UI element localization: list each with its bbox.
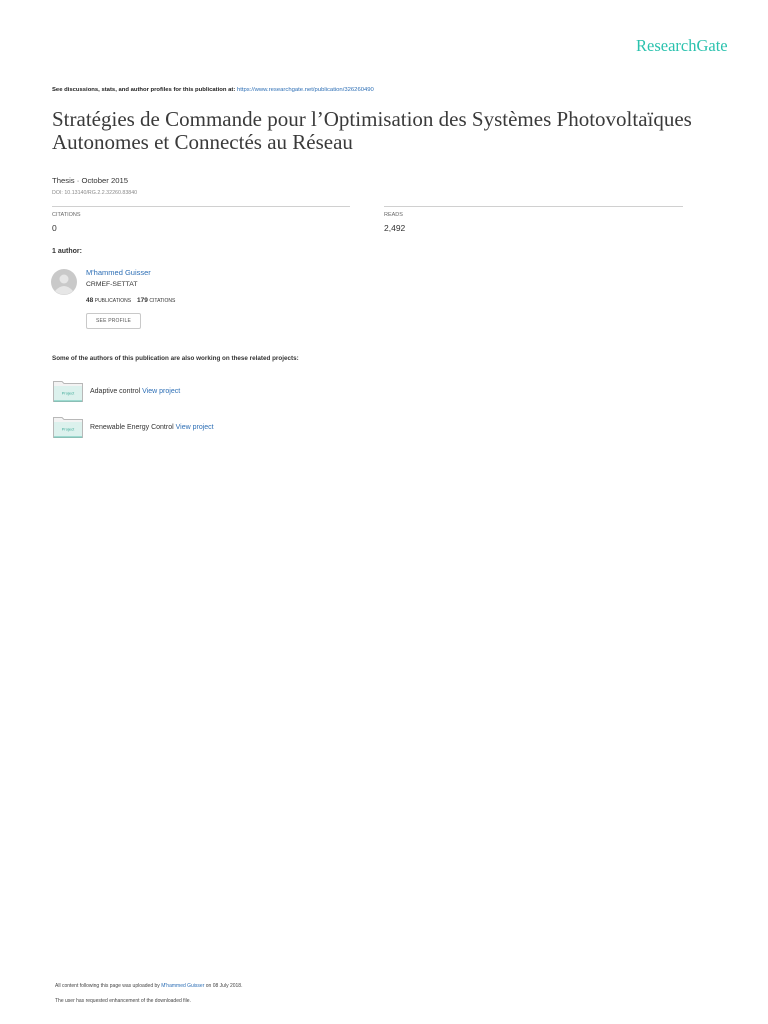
upload-note — [55, 984, 242, 989]
project-icon-label: Project — [61, 390, 75, 396]
researchgate-logo[interactable]: ResearchGate — [636, 36, 728, 55]
citations-value: 0 — [52, 223, 57, 233]
project-name: Adaptive control — [90, 387, 141, 395]
upload-note-prefix: All content following this page was uploaded by — [55, 982, 160, 989]
folder-icon — [53, 416, 83, 438]
person-silhouette-icon — [51, 269, 77, 295]
reads-divider — [384, 206, 683, 207]
author-avatar[interactable] — [51, 269, 77, 295]
reads-value: 2,492 — [384, 223, 406, 233]
publication-title-line-1: Stratégies de Commande pour l’Optimisation des Systèmes Photovoltaïques — [52, 107, 692, 131]
view-project-link[interactable]: View project — [142, 387, 181, 395]
author-name-link[interactable]: M'hammed Guisser — [86, 268, 151, 277]
reads-label: READS — [384, 212, 403, 218]
related-projects-heading: Some of the authors of this publication are also working on these related projects: — [52, 355, 299, 362]
publication-type-date: Thesis · October 2015 — [52, 176, 129, 185]
project-icon-label: Project — [61, 426, 75, 432]
author-citations-label: CITATIONS — [149, 297, 176, 304]
author-affiliation: CRMEF-SETTAT — [86, 280, 138, 288]
see-profile-button[interactable]: SEE PROFILE — [86, 313, 141, 329]
author-stats — [86, 298, 175, 305]
folder-icon — [53, 380, 83, 402]
see-discussions-text: See discussions, stats, and author profiles for this publication at: — [52, 87, 236, 93]
publication-title — [52, 108, 692, 154]
project-item-adaptive-control — [90, 388, 180, 395]
publication-doi: DOI: 10.13140/RG.2.2.32260.83840 — [52, 189, 138, 196]
author-publications-label: PUBLICATIONS — [94, 297, 132, 304]
author-publications-count: 48 — [86, 296, 94, 304]
see-discussions-line — [52, 88, 374, 94]
author-citations-count: 179 — [137, 296, 148, 304]
view-project-link[interactable]: View project — [175, 423, 214, 431]
project-item-renewable-energy-control — [90, 424, 214, 431]
citations-label: CITATIONS — [52, 212, 81, 218]
uploader-name-link[interactable]: M'hammed Guisser — [161, 982, 205, 989]
authors-heading: 1 author: — [52, 247, 82, 255]
publication-title-line-2: Autonomes et Connectés au Réseau — [52, 130, 353, 154]
publication-url-link[interactable]: https://www.researchgate.net/publication/326260490 — [236, 87, 374, 93]
upload-note-date: on 08 July 2018. — [205, 982, 243, 989]
citations-divider — [52, 206, 350, 207]
enhancement-note: The user has requested enhancement of the downloaded file. — [55, 997, 191, 1004]
project-name: Renewable Energy Control — [90, 423, 174, 431]
